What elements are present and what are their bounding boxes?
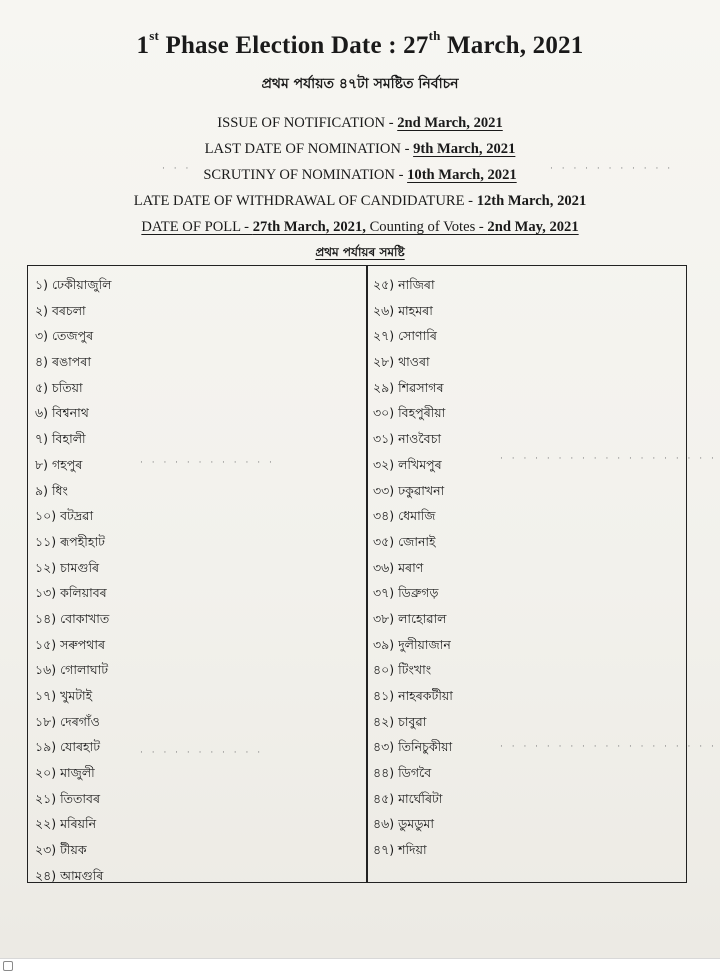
poll-line: DATE OF POLL - 27th March, 2021, Counting of Votes - 2nd May, 2021 xyxy=(141,219,579,235)
constituency-item: ২৩) টীয়ক xyxy=(35,842,87,858)
constituency-item: ৩৯) দুলীয়াজান xyxy=(373,636,451,652)
scan-dots: · · · · · · · · · · · · xyxy=(140,458,275,468)
constituency-item: ১১) ৰূপহীহাট xyxy=(35,533,105,549)
camscanner-mark xyxy=(3,961,13,971)
constituency-item: ৩০) বিহপুৰীয়া xyxy=(373,405,446,421)
constituency-item: ৪২) চাবুৱা xyxy=(373,713,427,729)
constituency-item: ১৯) যোৰহাট xyxy=(35,739,101,755)
constituency-item: ৩৪) ধেমাজি xyxy=(373,508,436,524)
constituency-item: ৪৩) তিনিচুকীয়া xyxy=(373,739,453,755)
nomination-line: LAST DATE OF NOMINATION - 9th March, 2021 xyxy=(204,141,516,157)
constituency-item: ২৬) মাহমৰা xyxy=(373,302,433,318)
constituency-item: ২০) মাজুলী xyxy=(35,765,95,781)
constituency-item: ৪০) টিংখাং xyxy=(373,662,432,678)
constituency-item: ১২) চামগুৰি xyxy=(35,559,100,575)
constituency-item: ১৫) সৰুপথাৰ xyxy=(35,636,105,652)
notification-line: ISSUE OF NOTIFICATION - 2nd March, 2021 xyxy=(217,115,503,131)
scan-dots: · · · · · · · · · · · xyxy=(140,748,264,758)
constituency-item: ২৮) থাওৰা xyxy=(373,354,430,370)
subtitle-bengali: প্ৰথম পৰ্যায়ত ৪৭টা সমষ্টিত নিৰ্বাচন xyxy=(261,76,459,92)
constituency-item: ৪৬) ডুমডুমা xyxy=(373,816,434,832)
constituency-item: ৩৮) লাহোৱাল xyxy=(373,610,447,626)
constituency-item: ১৩) কলিয়াবৰ xyxy=(35,585,107,601)
left-constituency-list xyxy=(35,272,112,889)
constituency-item: ৩১) নাওবৈচা xyxy=(373,431,441,447)
scan-dots: · · · xyxy=(162,164,192,174)
constituency-table-title: প্ৰথম পৰ্যায়ৰ সমষ্টি xyxy=(315,245,405,259)
constituency-item: ৩৬) মৰাণ xyxy=(373,559,424,575)
page-title: 1st Phase Election Date : 27th March, 2021 xyxy=(136,28,584,59)
constituency-item: ১৭) খুমটাই xyxy=(35,688,93,703)
constituency-item: ১) ঢেকীয়াজুলি xyxy=(35,277,112,292)
constituency-item: ৪১) নাহৰকটীয়া xyxy=(373,688,453,703)
constituency-item: ৪৭) শদিয়া xyxy=(373,842,427,858)
constituency-item: ৪৪) ডিগবৈ xyxy=(373,765,432,781)
constituency-item: ৩৭) ডিব্ৰুগড় xyxy=(373,585,439,601)
constituency-item: ২) বৰচলা xyxy=(35,302,86,318)
right-constituency-list xyxy=(373,272,453,863)
constituency-item: ৪) ৰঙাপৰা xyxy=(35,354,91,370)
constituency-item: ২২) মৰিয়নি xyxy=(35,816,97,832)
constituency-item: ২৯) শিৱসাগৰ xyxy=(373,379,444,395)
constituency-item: ১৮) দেৰগাঁও xyxy=(35,713,100,729)
constituency-item: ২৪) আমগুৰি xyxy=(35,867,104,883)
withdrawal-line: LATE DATE OF WITHDRAWAL OF CANDIDATURE - 12th March, 2021 xyxy=(133,193,587,209)
constituency-item: ২১) তিতাবৰ xyxy=(35,790,101,806)
constituency-item: ৫) চতিয়া xyxy=(35,379,83,395)
constituency-item: ১৪) বোকাখাত xyxy=(35,610,110,626)
constituency-item: ৭) বিহালী xyxy=(35,431,86,447)
constituency-item: ৮) গহপুৰ xyxy=(35,456,83,472)
constituency-item: ১৬) গোলাঘাট xyxy=(35,662,109,678)
scan-dots: · · · · · · · · · · · · · · · · · · · xyxy=(500,742,717,752)
scan-dots: · · · · · · · · · · · · · · · · · · · xyxy=(500,454,717,464)
constituency-item: ১০) বটদ্ৰৱা xyxy=(35,508,94,524)
scanner-logo-icon xyxy=(3,961,13,971)
constituency-item: ৩৫) জোনাই xyxy=(373,533,436,549)
constituency-item: ২৫) নাজিৰা xyxy=(373,277,435,292)
column-divider xyxy=(366,266,368,882)
constituency-item: ৪৫) মাৰ্ঘেৰিটা xyxy=(373,790,443,806)
constituency-item: ৩৩) ঢকুৱাখনা xyxy=(373,482,445,498)
constituency-item: ৩) তেজপুৰ xyxy=(35,328,94,344)
constituency-item: ৬) বিশ্বনাথ xyxy=(35,405,89,421)
constituency-item: ৩২) লখিমপুৰ xyxy=(373,456,442,472)
constituency-item: ২৭) সোণাৰি xyxy=(373,328,437,344)
scrutiny-line: SCRUTINY OF NOMINATION - 10th March, 2021 xyxy=(203,167,517,183)
footer-strip xyxy=(0,958,720,975)
constituency-table xyxy=(27,265,687,883)
scan-dots: · · · · · · · · · · · xyxy=(550,164,674,174)
constituency-item: ৯) ধিং xyxy=(35,482,68,498)
